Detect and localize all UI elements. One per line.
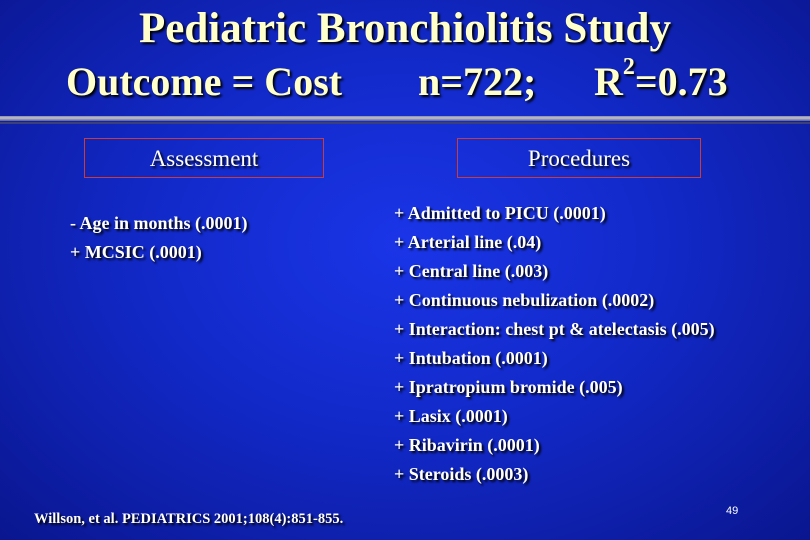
assessment-header-box bbox=[84, 138, 324, 178]
citation: Willson, et al. PEDIATRICS 2001;108(4):851-855. bbox=[34, 511, 344, 527]
subtitle-sample-size: n=722; bbox=[418, 59, 537, 104]
list-item: + Admitted to PICU (.0001) bbox=[394, 203, 606, 223]
title-divider bbox=[0, 116, 810, 121]
list-item: + Lasix (.0001) bbox=[394, 406, 508, 426]
list-item: + Ribavirin (.0001) bbox=[394, 435, 540, 455]
r-squared-exponent: 2 bbox=[622, 54, 635, 80]
subtitle-r-squared bbox=[594, 54, 728, 105]
slide-title: Pediatric Bronchiolitis Study bbox=[139, 5, 671, 52]
assessment-header: Assessment bbox=[149, 146, 259, 171]
list-item: + Continuous nebulization (.0002) bbox=[394, 290, 655, 310]
subtitle-outcome: Outcome = Cost bbox=[66, 59, 343, 104]
list-item: + Steroids (.0003) bbox=[394, 464, 529, 484]
r-squared-base: R bbox=[594, 59, 623, 104]
procedures-header-box bbox=[457, 138, 701, 178]
list-item: + Interaction: chest pt & atelectasis (.005) bbox=[394, 319, 715, 339]
list-item: + MCSIC (.0001) bbox=[70, 242, 202, 262]
list-item: + Arterial line (.04) bbox=[394, 232, 542, 252]
page-number: 49 bbox=[726, 505, 739, 517]
list-item: + Ipratropium bromide (.005) bbox=[394, 377, 623, 397]
list-item: + Central line (.003) bbox=[394, 261, 549, 281]
list-item: + Intubation (.0001) bbox=[394, 348, 548, 368]
assessment-list bbox=[70, 209, 248, 267]
title-divider-shadow bbox=[0, 122, 810, 124]
r-squared-value: =0.73 bbox=[634, 59, 728, 104]
procedures-header: Procedures bbox=[527, 146, 631, 171]
procedures-list bbox=[394, 199, 715, 489]
list-item: - Age in months (.0001) bbox=[70, 213, 248, 233]
